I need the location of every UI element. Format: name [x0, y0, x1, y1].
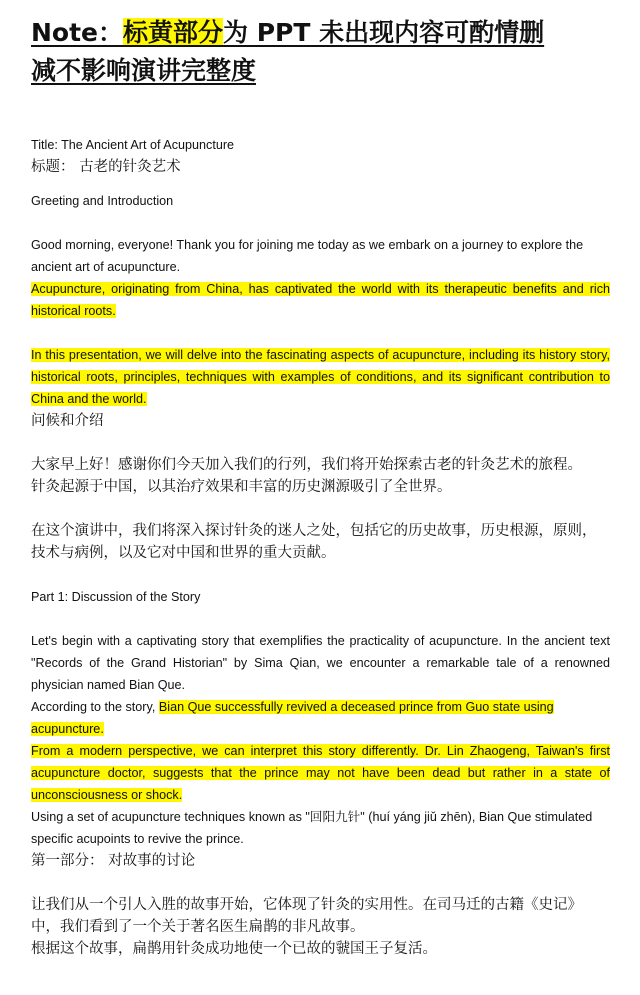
part1-zh-paragraph-1: 让我们从一个引人入胜的故事开始，它体现了针灸的实用性。在司马迁的古籍《史记》中，我们看到了一个关于著名医生扁鹊的非凡故事。	[31, 897, 582, 935]
greeting-zh-paragraph-2: 针灸起源于中国，以其治疗效果和丰富的历史渊源吸引了全世界。	[31, 479, 452, 495]
spacer	[31, 178, 610, 190]
part1-paragraph-1: Let's begin with a captivating story that exemplifies the practicality of acupuncture. In the ancient text "Records of the Grand Historian" by Sima Qian, we encounter a remarkable tale of a renowned physician named Bian Que.	[31, 634, 610, 692]
greeting-paragraph-1: Good morning, everyone! Thank you for joining me today as we embark on a journey to explore the ancient art of acupuncture.	[31, 238, 584, 274]
greeting-paragraph-2-highlight: Acupuncture, originating from China, has captivated the world with its therapeutic benefits and rich historical roots.	[31, 282, 610, 318]
greeting-paragraph-3-highlight: In this presentation, we will delve into the fascinating aspects of acupuncture, including its history story, historical roots, principles, techniques with examples of conditions, and its significant contribution to China and the world.	[31, 348, 610, 406]
greeting-zh-paragraph-1: 大家早上好！感谢你们今天加入我们的行列，我们将开始探索古老的针灸艺术的旅程。	[31, 457, 582, 473]
spacer	[31, 432, 610, 454]
spacer	[31, 608, 610, 630]
part1-paragraph-2-prefix: According to the story,	[31, 700, 159, 714]
part1-paragraph-4: Using a set of acupuncture techniques known as "回阳九针" (huí yáng jiǔ zhēn), Bian Que stimulated specific acupoints to revive the prince.	[31, 810, 593, 846]
spacer	[31, 322, 610, 344]
spacer	[31, 564, 610, 586]
part1-paragraph-3-highlight: From a modern perspective, we can interpret this story differently. Dr. Lin Zhaogeng, Taiwan's first acupuncture doctor, suggests that the prince may not have been dead but rather in a state of unconsciousness or shock.	[31, 744, 610, 802]
greeting-paragraph-2	[31, 278, 610, 322]
note-line-2: 减不影响演讲完整度	[31, 56, 257, 85]
part1-heading-en: Part 1: Discussion of the Story	[31, 590, 201, 604]
part1-paragraph-3	[31, 740, 610, 806]
part1-paragraph-2	[31, 696, 610, 740]
spacer	[31, 90, 610, 134]
spacer	[31, 212, 610, 234]
note-prefix: Note：	[31, 18, 124, 47]
note-highlight-label: 标黄部分	[123, 18, 224, 47]
title-en: Title: The Ancient Art of Acupuncture	[31, 138, 235, 152]
note-banner	[31, 14, 610, 90]
spacer	[31, 872, 610, 894]
note-line-1	[31, 14, 610, 52]
spacer	[31, 498, 610, 520]
greeting-heading-zh: 问候和介绍	[31, 413, 104, 429]
greeting-zh-paragraph-3: 在这个演讲中，我们将深入探讨针灸的迷人之处，包括它的历史故事，历史根源，原则，技术与病例，以及它对中国和世界的重大贡献。	[31, 523, 597, 561]
greeting-paragraph-3	[31, 344, 610, 410]
part1-zh-paragraph-2: 根据这个故事，扁鹊用针灸成功地使一个已故的虢国王子复活。	[31, 941, 437, 957]
part1-heading-zh: 第一部分： 对故事的讨论	[31, 853, 196, 869]
title-zh: 标题： 古老的针灸艺术	[31, 159, 181, 175]
part1-paragraph-2-highlight: Bian Que successfully revived a deceased prince from Guo state using acupuncture.	[31, 700, 554, 736]
greeting-heading-en: Greeting and Introduction	[31, 194, 174, 208]
note-line-1-rest: 为 PPT 未出现内容可酌情删	[223, 18, 545, 47]
